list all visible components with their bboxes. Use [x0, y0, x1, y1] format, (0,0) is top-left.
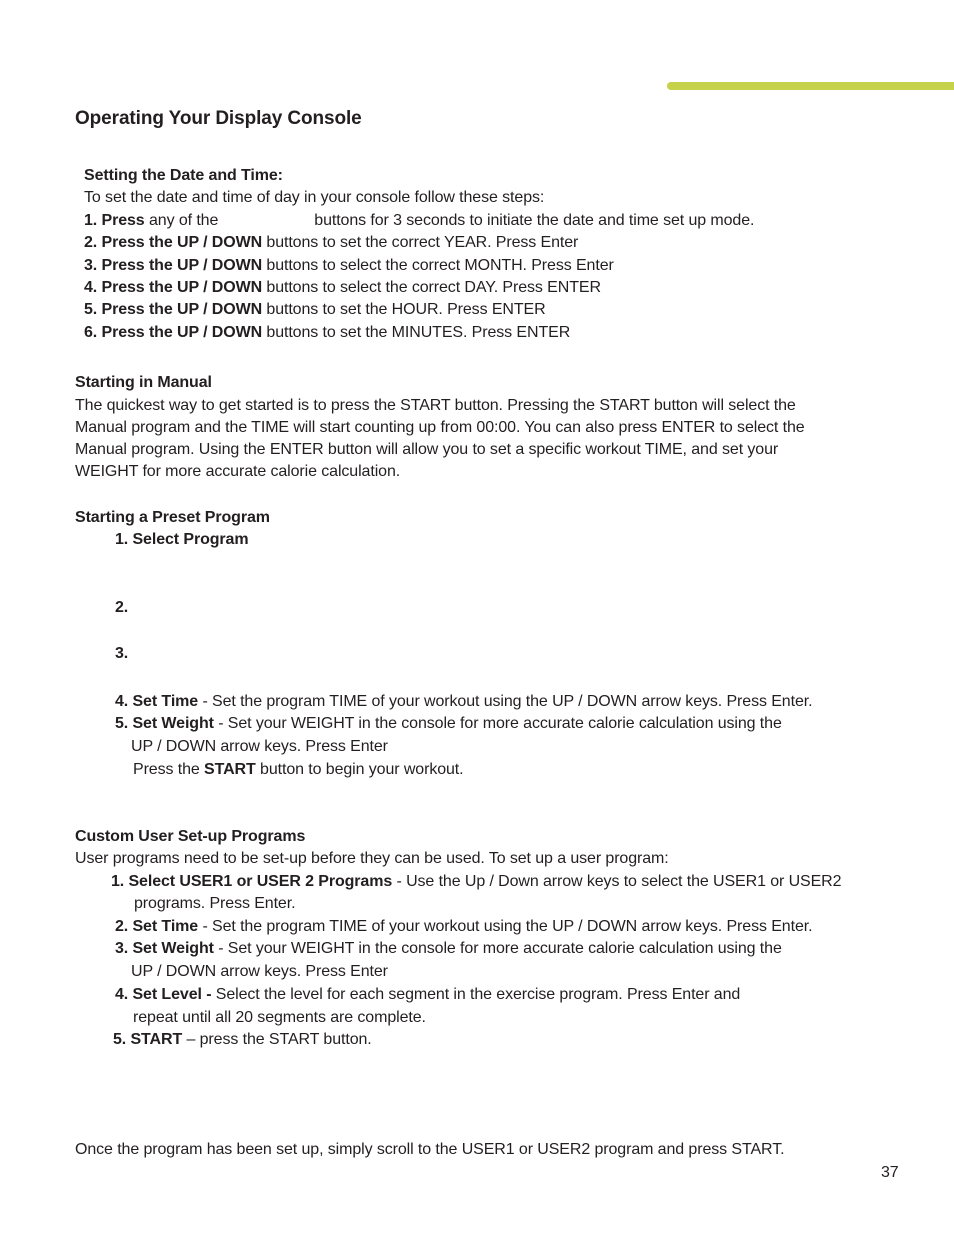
- final-bold: START: [204, 761, 256, 778]
- page-title: Operating Your Display Console: [75, 108, 362, 129]
- step-bold: 3. Set Weight: [115, 940, 214, 957]
- date-time-step-6: [84, 323, 570, 343]
- step-text: buttons to select the correct DAY. Press ENTER: [266, 279, 601, 296]
- step-number: 5.: [84, 301, 98, 318]
- custom-intro: User programs need to be set-up before they can be used. To set up a user program:: [75, 850, 669, 867]
- date-time-step-4: [84, 278, 601, 298]
- date-time-heading: Setting the Date and Time:: [84, 167, 283, 184]
- step-bold: Press the UP / DOWN: [101, 301, 263, 318]
- final-post: button to begin your workout.: [255, 761, 464, 778]
- manual-paragraph-line-4: WEIGHT for more accurate calorie calculation.: [75, 463, 401, 480]
- step-text: - Set your WEIGHT in the console for more accurate calorie calculation using the: [213, 715, 782, 732]
- step-text: - Set your WEIGHT in the console for more accurate calorie calculation using the: [213, 940, 782, 957]
- manual-heading: Starting in Manual: [75, 374, 212, 391]
- step-bold: Press the UP / DOWN: [101, 324, 263, 341]
- custom-step-5: [113, 1030, 372, 1050]
- step-text: buttons to set the MINUTES. Press ENTER: [266, 324, 571, 341]
- step-text: - Set the program TIME of your workout using the UP / DOWN arrow keys. Press Enter.: [198, 918, 813, 935]
- custom-step-1-line-2: programs. Press Enter.: [134, 895, 296, 912]
- date-time-step-3: [84, 256, 614, 276]
- date-time-intro: To set the date and time of day in your console follow these steps:: [84, 189, 545, 206]
- page-number: 37: [881, 1164, 899, 1181]
- step-text: - Use the Up / Down arrow keys to select the USER1 or USER2: [392, 873, 842, 890]
- final-pre: Press the: [133, 761, 205, 778]
- step-bold: 5. Set Weight: [115, 715, 214, 732]
- step-bold: Press the UP / DOWN: [101, 279, 263, 296]
- step-text: - Set the program TIME of your workout using the UP / DOWN arrow keys. Press Enter.: [198, 693, 813, 710]
- step-bold: 4. Set Time: [115, 693, 199, 710]
- step-bold: Press: [101, 212, 145, 229]
- preset-step-1: 1. Select Program: [115, 531, 249, 548]
- preset-heading: Starting a Preset Program: [75, 509, 270, 526]
- custom-step-4-line-2: repeat until all 20 segments are complete.: [133, 1009, 426, 1026]
- custom-step-4: [115, 985, 740, 1005]
- step-number: 4.: [84, 279, 98, 296]
- custom-step-1: [111, 872, 841, 892]
- step-number: 3.: [84, 257, 98, 274]
- step-text: buttons to set the HOUR. Press ENTER: [266, 301, 546, 318]
- date-time-step-1: [84, 211, 754, 231]
- custom-step-3: [115, 939, 782, 959]
- step-bold: 2. Set Time: [115, 918, 199, 935]
- accent-bar: [667, 82, 954, 90]
- step-bold: 4. Set Level -: [115, 986, 212, 1003]
- manual-paragraph-line-2: Manual program and the TIME will start counting up from 00:00. You can also press ENTER to select the: [75, 419, 805, 436]
- step-number: 6.: [84, 324, 98, 341]
- step-bold: 5. START: [113, 1031, 183, 1048]
- closing-note: Once the program has been set up, simply scroll to the USER1 or USER2 program and press START.: [75, 1141, 785, 1158]
- manual-paragraph-line-1: The quickest way to get started is to press the START button. Pressing the START button will select the: [75, 397, 796, 414]
- date-time-step-2: [84, 233, 578, 253]
- step-number: 2.: [84, 234, 98, 251]
- preset-step-4: [115, 692, 812, 712]
- preset-step-5-line-2: UP / DOWN arrow keys. Press Enter: [131, 738, 388, 755]
- step-bold: 1. Select USER1 or USER 2 Programs: [111, 873, 393, 890]
- custom-step-2: [115, 917, 812, 937]
- step-text: Select the level for each segment in the exercise program. Press Enter and: [211, 986, 741, 1003]
- step-text: – press the START button.: [182, 1031, 372, 1048]
- step-text: buttons to select the correct MONTH. Press Enter: [266, 257, 614, 274]
- custom-heading: Custom User Set-up Programs: [75, 828, 306, 845]
- step-bold: Press the UP / DOWN: [101, 257, 263, 274]
- preset-step-2: 2.: [115, 599, 129, 616]
- step-text: buttons to set the correct YEAR. Press Enter: [266, 234, 579, 251]
- step-number: 1.: [84, 212, 98, 229]
- preset-final-instruction: [133, 760, 464, 780]
- manual-paragraph-line-3: Manual program. Using the ENTER button will allow you to set a specific workout TIME, and set your: [75, 441, 779, 458]
- preset-step-3: 3.: [115, 645, 129, 662]
- preset-step-5: [115, 714, 782, 734]
- step-text: buttons for 3 seconds to initiate the date and time set up mode.: [314, 212, 755, 229]
- date-time-step-5: [84, 300, 546, 320]
- step-bold: Press the UP / DOWN: [101, 234, 263, 251]
- step-pre: any of the: [148, 212, 219, 229]
- custom-step-3-line-2: UP / DOWN arrow keys. Press Enter: [131, 963, 388, 980]
